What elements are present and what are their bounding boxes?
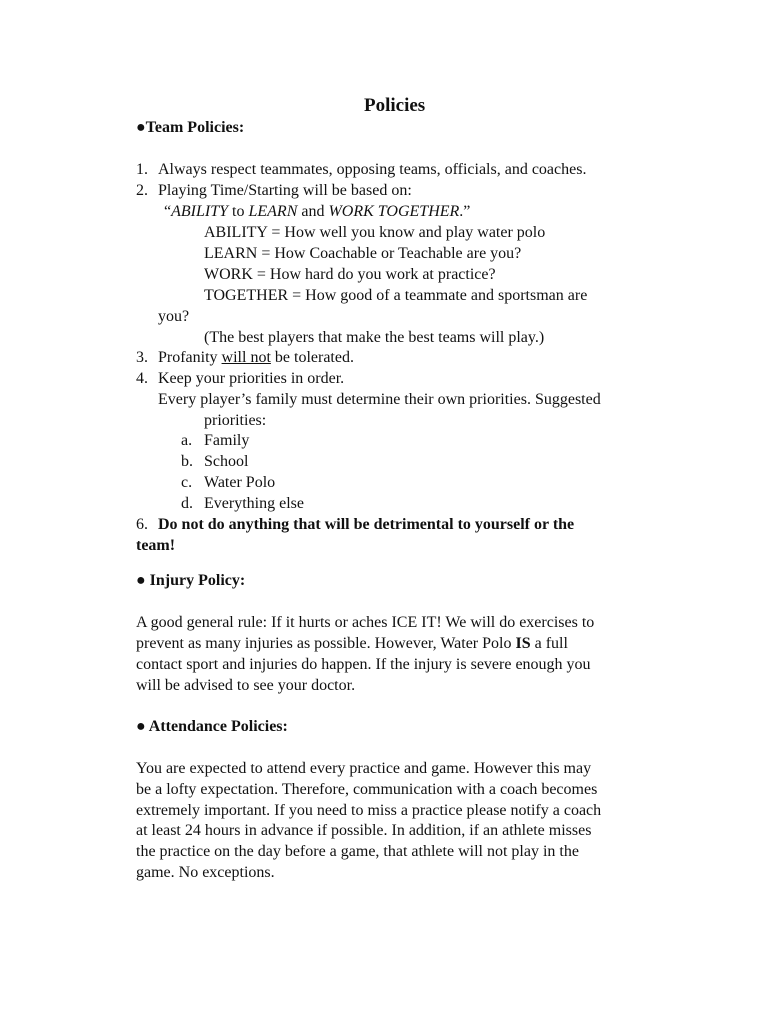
priority-water-polo: Water Polo	[204, 474, 276, 491]
priorities-note: Every player’s family must determine their own priorities. Suggested	[158, 391, 601, 408]
injury-policy-heading: ● Injury Policy:	[136, 572, 246, 589]
motto-to: to	[228, 203, 249, 220]
priority-everything-else: Everything else	[204, 495, 304, 512]
attendance-paragraph-line: You are expected to attend every practice and game. However this may	[136, 760, 592, 777]
priority-school: School	[204, 453, 249, 470]
injury-paragraph-line	[136, 633, 568, 654]
best-players-note: (The best players that make the best teams will play.)	[204, 329, 545, 346]
policy-item-detrimental-cont: team!	[136, 537, 176, 554]
injury-paragraph-line: contact sport and injuries do happen. If the injury is severe enough you	[136, 656, 591, 673]
attendance-paragraph-line: the practice on the day before a game, that athlete will not play in the	[136, 843, 579, 860]
motto-work-together: WORK TOGETHER	[328, 203, 460, 220]
definition-work: WORK = How hard do you work at practice?	[204, 266, 496, 283]
priority-letter: b.	[181, 453, 193, 470]
motto-and: and	[297, 203, 329, 220]
policy-item-detrimental: Do not do anything that will be detrimental to yourself or the	[158, 516, 575, 533]
profanity-underlined: will not	[221, 349, 271, 366]
list-number: 2.	[136, 182, 148, 199]
priority-letter: a.	[181, 432, 193, 449]
team-policies-heading: ●Team Policies:	[136, 119, 245, 136]
definition-together-cont: you?	[158, 308, 190, 325]
injury-line2-post: a full	[530, 635, 568, 652]
priority-letter: d.	[181, 495, 193, 512]
attendance-paragraph-line: be a lofty expectation. Therefore, communication with a coach becomes	[136, 781, 598, 798]
priorities-note-cont: priorities:	[204, 412, 267, 429]
definition-learn: LEARN = How Coachable or Teachable are you?	[204, 245, 522, 262]
definition-together: TOGETHER = How good of a teammate and sportsman are	[204, 287, 588, 304]
priority-letter: c.	[181, 474, 193, 491]
motto-line	[164, 201, 470, 222]
attendance-policies-heading: ● Attendance Policies:	[136, 718, 288, 735]
motto-ability: ABILITY	[171, 203, 229, 220]
injury-line2-pre: prevent as many injuries as possible. However, Water Polo	[136, 635, 516, 652]
motto-learn: LEARN	[248, 203, 298, 220]
motto-open-quote: “	[164, 203, 172, 220]
attendance-paragraph-line: game. No exceptions.	[136, 864, 275, 881]
policy-item-respect: Always respect teammates, opposing teams, officials, and coaches.	[158, 161, 587, 178]
policy-item-priorities: Keep your priorities in order.	[158, 370, 345, 387]
injury-paragraph-line: A good general rule: If it hurts or aches ICE IT! We will do exercises to	[136, 614, 595, 631]
profanity-post: be tolerated.	[270, 349, 354, 366]
injury-line2-bold: IS	[515, 635, 531, 652]
priority-family: Family	[204, 432, 250, 449]
list-number: 4.	[136, 370, 148, 387]
list-number: 6.	[136, 516, 148, 533]
attendance-paragraph-line: extremely important. If you need to miss a practice please notify a coach	[136, 802, 602, 819]
page-title: Policies	[364, 95, 426, 116]
policy-item-profanity	[158, 347, 354, 368]
injury-paragraph-line: will be advised to see your doctor.	[136, 677, 356, 694]
attendance-paragraph-line: at least 24 hours in advance if possible. In addition, if an athlete misses	[136, 822, 592, 839]
profanity-pre: Profanity	[158, 349, 222, 366]
definition-ability: ABILITY = How well you know and play water polo	[204, 224, 546, 241]
policy-item-playing-time: Playing Time/Starting will be based on:	[158, 182, 412, 199]
list-number: 1.	[136, 161, 148, 178]
list-number: 3.	[136, 349, 148, 366]
motto-close-quote: .”	[459, 203, 471, 220]
